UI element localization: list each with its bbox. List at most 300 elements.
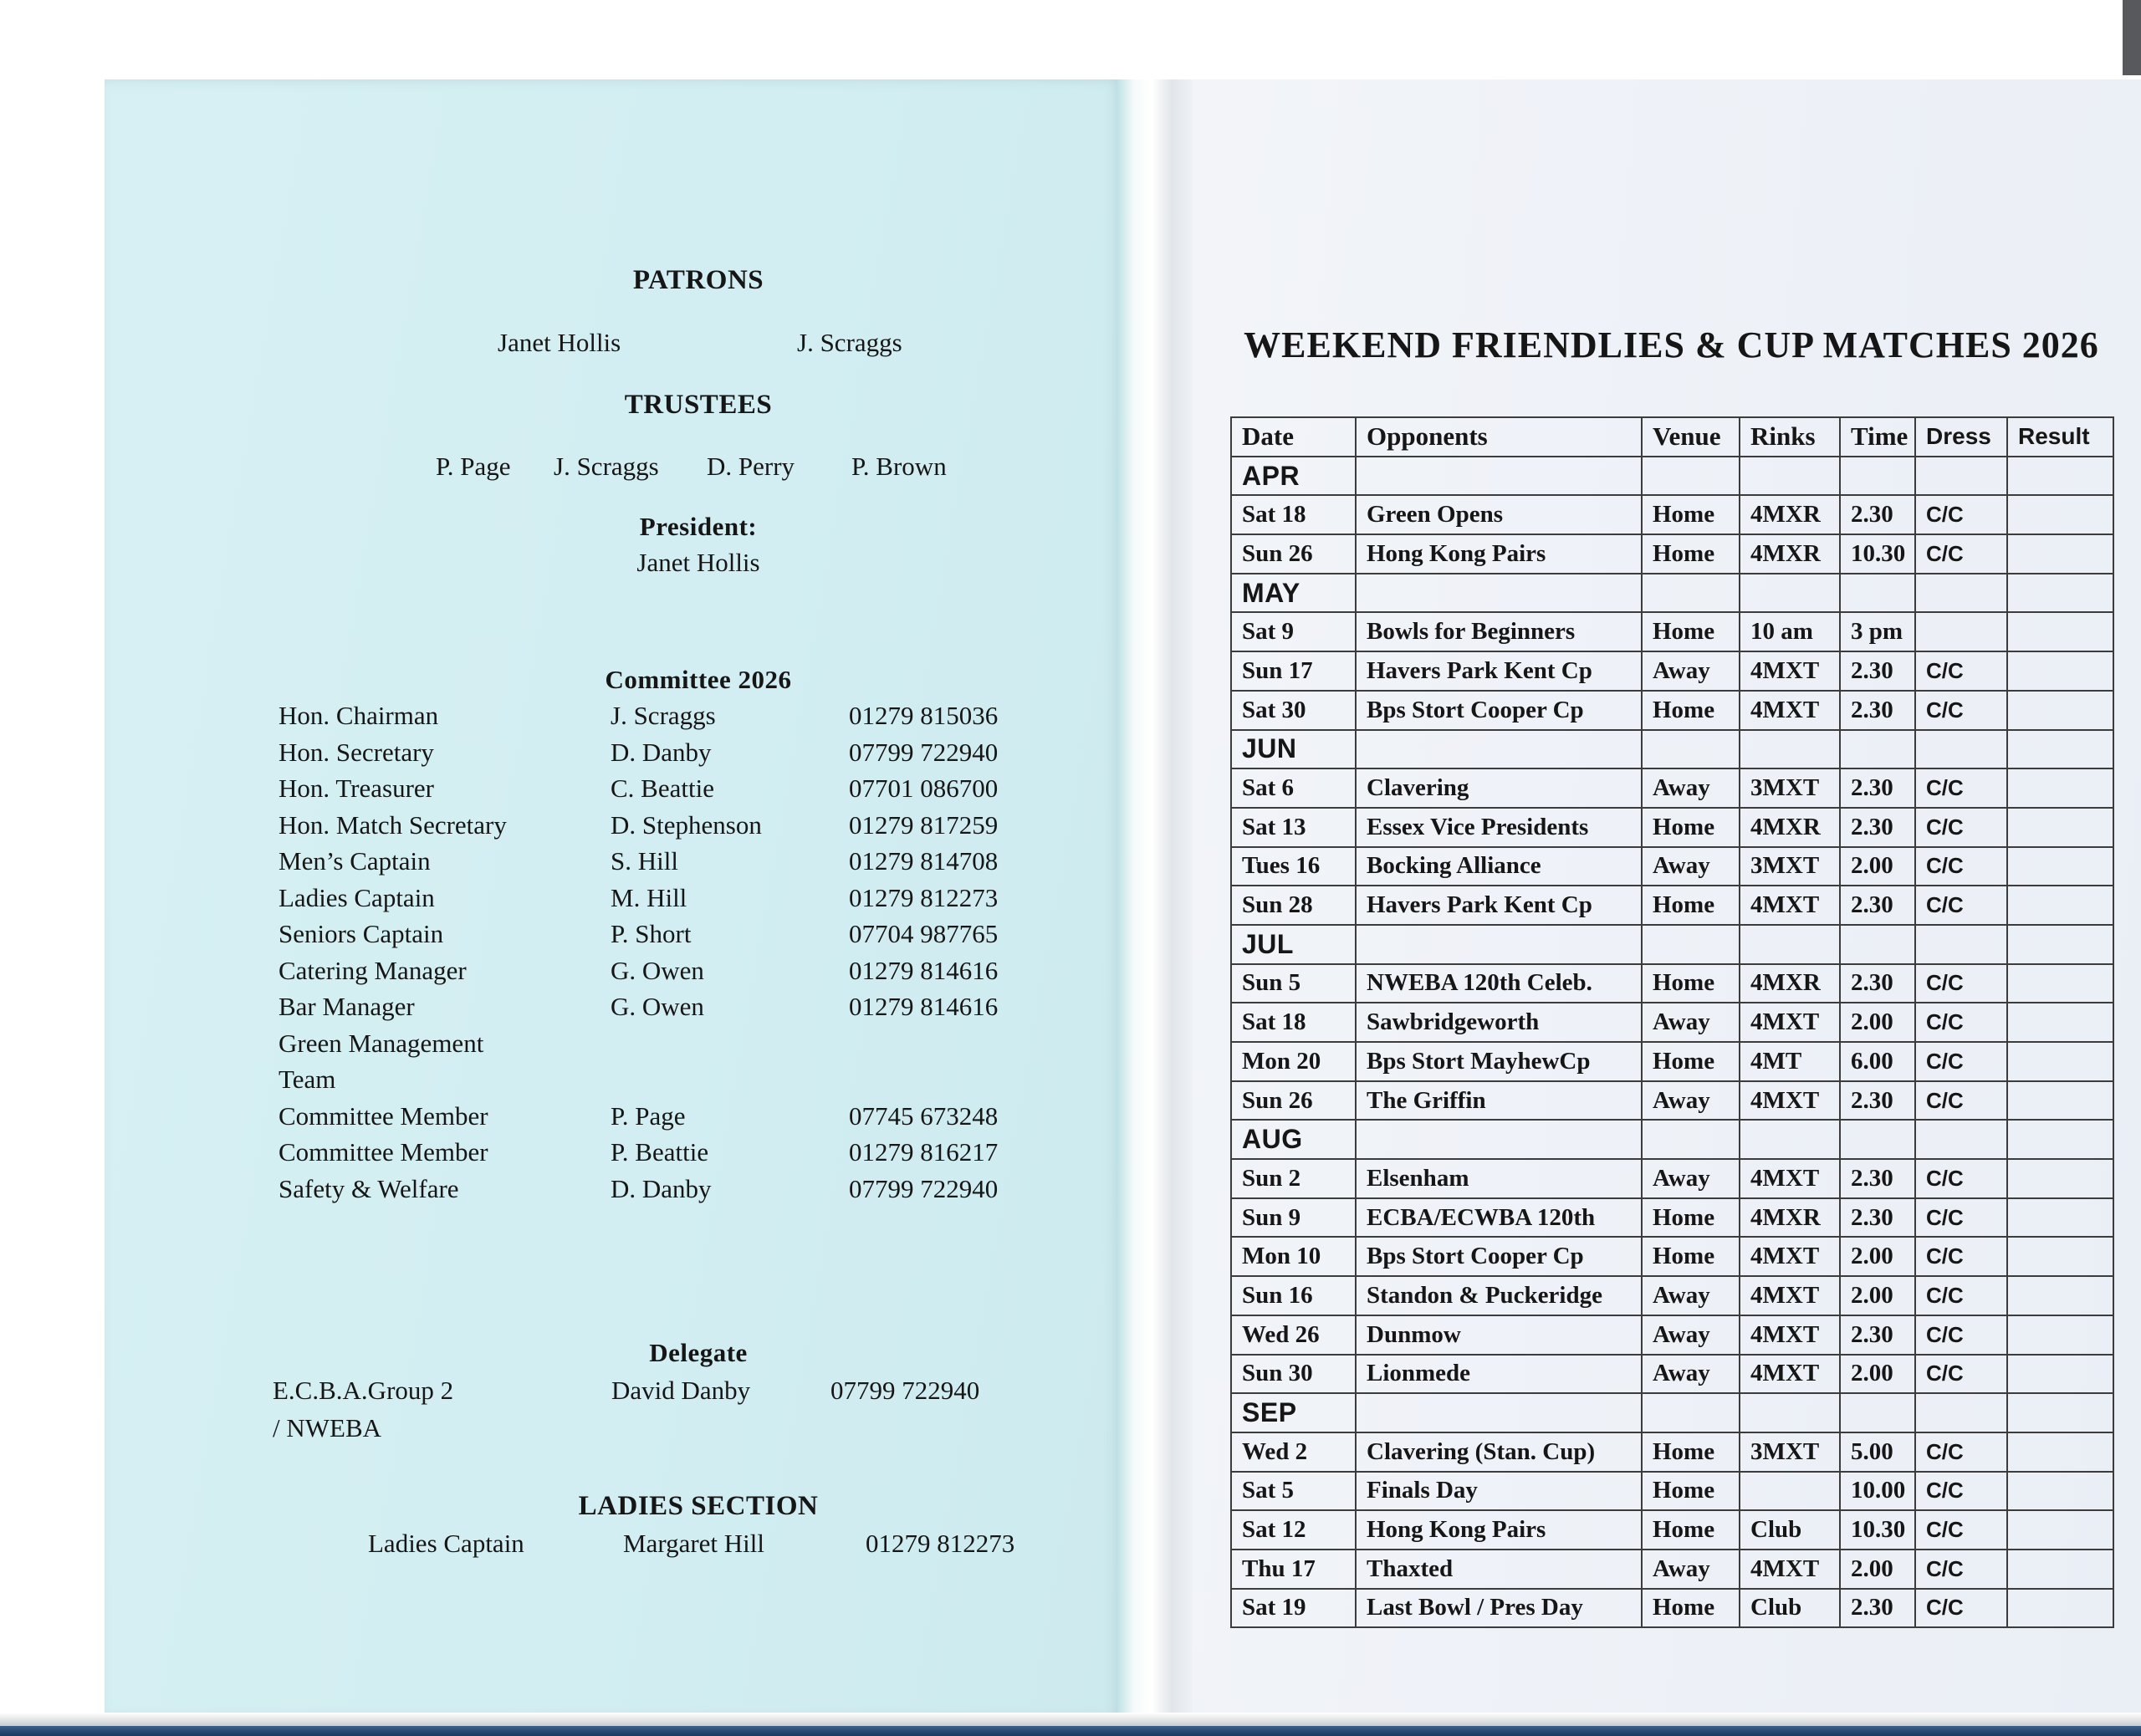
opponents-cell: Hong Kong Pairs — [1356, 1510, 1642, 1550]
column-header-opponents: Opponents — [1356, 417, 1642, 457]
match-row — [1231, 1042, 2113, 1081]
empty-cell — [1356, 457, 1642, 496]
match-row — [1231, 691, 2113, 730]
month-row — [1231, 457, 2113, 496]
rinks-cell — [1740, 1472, 1840, 1511]
time-cell: 3 pm — [1840, 612, 1915, 651]
rinks-cell: 4MXR — [1740, 534, 1840, 574]
time-cell: 2.00 — [1840, 1237, 1915, 1276]
rinks-cell: 10 am — [1740, 612, 1840, 651]
column-header-rinks: Rinks — [1740, 417, 1840, 457]
date-cell: Sat 12 — [1231, 1510, 1356, 1550]
dress-cell: C/C — [1915, 1550, 2007, 1589]
result-cell — [2007, 1472, 2113, 1511]
empty-cell — [1740, 574, 1840, 613]
empty-cell — [1356, 730, 1642, 769]
match-row — [1231, 1315, 2113, 1355]
matches-table — [1230, 416, 2114, 1628]
date-cell: Sat 18 — [1231, 495, 1356, 534]
date-cell: Wed 26 — [1231, 1315, 1356, 1355]
result-cell — [2007, 495, 2113, 534]
match-row — [1231, 1355, 2113, 1394]
delegate-name: David Danby — [611, 1376, 751, 1405]
match-row — [1231, 1510, 2113, 1550]
date-cell: Sat 9 — [1231, 612, 1356, 651]
empty-cell — [1642, 574, 1740, 613]
empty-cell — [1840, 1393, 1915, 1432]
venue-cell: Home — [1642, 808, 1740, 847]
month-row — [1231, 1393, 2113, 1432]
opponents-cell: Bowls for Beginners — [1356, 612, 1642, 651]
committee-phone: 07799 722940 — [849, 1173, 999, 1203]
date-cell: Sat 30 — [1231, 691, 1356, 730]
opponents-cell: Bps Stort Cooper Cp — [1356, 691, 1642, 730]
result-cell — [2007, 847, 2113, 886]
committee-name: P. Short — [611, 919, 692, 948]
committee-role: Hon. Secretary — [278, 737, 434, 767]
date-cell: Sun 16 — [1231, 1276, 1356, 1315]
opponents-cell: ECBA/ECWBA 120th — [1356, 1198, 1642, 1238]
result-cell — [2007, 1510, 2113, 1550]
month-row — [1231, 574, 2113, 613]
venue-cell: Home — [1642, 534, 1740, 574]
month-row — [1231, 925, 2113, 964]
opponents-cell: Clavering (Stan. Cup) — [1356, 1432, 1642, 1472]
committee-row — [278, 1065, 1081, 1101]
result-cell — [2007, 612, 2113, 651]
opponents-cell: Thaxted — [1356, 1550, 1642, 1589]
committee-role: Ladies Captain — [278, 882, 435, 912]
time-cell: 2.00 — [1840, 1550, 1915, 1589]
column-header-time: Time — [1840, 417, 1915, 457]
dress-cell: C/C — [1915, 1159, 2007, 1198]
committee-row — [278, 1101, 1081, 1138]
committee-row — [278, 701, 1081, 738]
venue-cell: Home — [1642, 886, 1740, 925]
venue-cell: Home — [1642, 1432, 1740, 1472]
month-label: MAY — [1231, 574, 1356, 613]
date-cell: Sun 30 — [1231, 1355, 1356, 1394]
dress-cell: C/C — [1915, 847, 2007, 886]
committee-role: Hon. Chairman — [278, 701, 439, 730]
result-cell — [2007, 768, 2113, 808]
venue-cell: Away — [1642, 1355, 1740, 1394]
time-cell: 2.30 — [1840, 808, 1915, 847]
rinks-cell: 3MXT — [1740, 1432, 1840, 1472]
page-title: WEEKEND FRIENDLIES & CUP MATCHES 2026 — [1244, 324, 2099, 365]
committee-name: M. Hill — [611, 882, 687, 912]
empty-cell — [1356, 1120, 1642, 1159]
empty-cell — [1840, 925, 1915, 964]
committee-role: Committee Member — [278, 1100, 488, 1131]
empty-cell — [1840, 574, 1915, 613]
patron-name: Janet Hollis — [498, 328, 621, 357]
time-cell: 5.00 — [1840, 1432, 1915, 1472]
committee-name: D. Stephenson — [611, 809, 762, 840]
result-cell — [2007, 1315, 2113, 1355]
match-row — [1231, 1276, 2113, 1315]
committee-role: Men’s Captain — [278, 846, 431, 876]
committee-list — [278, 701, 1081, 1210]
result-cell — [2007, 691, 2113, 730]
committee-row — [278, 774, 1081, 810]
month-label: JUN — [1231, 730, 1356, 769]
committee-phone: 01279 812273 — [849, 882, 999, 912]
committee-phone: 01279 817259 — [849, 809, 999, 840]
empty-cell — [1740, 925, 1840, 964]
result-cell — [2007, 1276, 2113, 1315]
committee-row — [278, 810, 1081, 847]
rinks-cell: 4MXR — [1740, 964, 1840, 1003]
month-row — [1231, 730, 2113, 769]
committee-phone: 01279 814616 — [849, 955, 999, 985]
empty-cell — [1840, 457, 1915, 496]
date-cell: Sat 18 — [1231, 1003, 1356, 1042]
match-row — [1231, 1003, 2113, 1042]
empty-cell — [1642, 457, 1740, 496]
month-label: JUL — [1231, 925, 1356, 964]
committee-name: D. Danby — [611, 737, 712, 767]
committee-role: Hon. Treasurer — [278, 774, 434, 803]
dress-cell: C/C — [1915, 651, 2007, 691]
empty-cell — [1915, 925, 2007, 964]
time-cell: 2.30 — [1840, 1315, 1915, 1355]
delegate-org-line2: / NWEBA — [273, 1413, 382, 1442]
date-cell: Mon 10 — [1231, 1237, 1356, 1276]
rinks-cell: 4MXT — [1740, 691, 1840, 730]
month-label: SEP — [1231, 1393, 1356, 1432]
time-cell: 2.30 — [1840, 886, 1915, 925]
time-cell: 2.30 — [1840, 1081, 1915, 1121]
committee-name: C. Beattie — [611, 774, 714, 803]
page-fold — [1117, 79, 1193, 1718]
committee-name: G. Owen — [611, 992, 704, 1021]
date-cell: Sun 5 — [1231, 964, 1356, 1003]
dress-cell: C/C — [1915, 1472, 2007, 1511]
venue-cell: Home — [1642, 612, 1740, 651]
dress-cell: C/C — [1915, 964, 2007, 1003]
opponents-cell: Last Bowl / Pres Day — [1356, 1589, 1642, 1628]
dress-cell: C/C — [1915, 1355, 2007, 1394]
opponents-cell: Standon & Puckeridge — [1356, 1276, 1642, 1315]
committee-role: Hon. Match Secretary — [278, 809, 507, 840]
committee-phone: 01279 814616 — [849, 992, 999, 1021]
opponents-cell: Sawbridgeworth — [1356, 1003, 1642, 1042]
committee-row — [278, 992, 1081, 1029]
venue-cell: Away — [1642, 768, 1740, 808]
rinks-cell: 4MXT — [1740, 1081, 1840, 1121]
venue-cell: Home — [1642, 1042, 1740, 1081]
committee-name: P. Page — [611, 1100, 686, 1131]
committee-role: Safety & Welfare — [278, 1173, 459, 1203]
date-cell: Mon 20 — [1231, 1042, 1356, 1081]
venue-cell: Home — [1642, 1510, 1740, 1550]
opponents-cell: Havers Park Kent Cp — [1356, 651, 1642, 691]
venue-cell: Away — [1642, 1003, 1740, 1042]
column-header-venue: Venue — [1642, 417, 1740, 457]
match-row — [1231, 1472, 2113, 1511]
committee-phone: 07704 987765 — [849, 919, 999, 948]
date-cell: Sun 2 — [1231, 1159, 1356, 1198]
table-header-row — [1231, 417, 2113, 457]
time-cell: 2.30 — [1840, 964, 1915, 1003]
opponents-cell: The Griffin — [1356, 1081, 1642, 1121]
dress-cell: C/C — [1915, 1432, 2007, 1472]
match-row — [1231, 612, 2113, 651]
president-name: Janet Hollis — [636, 548, 760, 577]
ladies-phone: 01279 812273 — [866, 1529, 1015, 1558]
match-row — [1231, 1237, 2113, 1276]
venue-cell: Away — [1642, 1550, 1740, 1589]
time-cell: 2.00 — [1840, 1276, 1915, 1315]
trustee-name: J. Scraggs — [554, 452, 659, 481]
page-bottom-shadow — [0, 1713, 2141, 1726]
opponents-cell: Dunmow — [1356, 1315, 1642, 1355]
dress-cell: C/C — [1915, 1237, 2007, 1276]
committee-name: P. Beattie — [611, 1137, 709, 1167]
empty-cell — [1915, 574, 2007, 613]
date-cell: Sun 17 — [1231, 651, 1356, 691]
rinks-cell: 4MXT — [1740, 1550, 1840, 1589]
result-cell — [2007, 1589, 2113, 1628]
time-cell: 2.30 — [1840, 768, 1915, 808]
dress-cell: C/C — [1915, 1315, 2007, 1355]
committee-name — [611, 1065, 849, 1101]
committee-phone: 07701 086700 — [849, 774, 999, 803]
result-cell — [2007, 1003, 2113, 1042]
dress-cell: C/C — [1915, 691, 2007, 730]
result-cell — [2007, 534, 2113, 574]
opponents-cell: Bps Stort MayhewCp — [1356, 1042, 1642, 1081]
empty-cell — [1740, 730, 1840, 769]
rinks-cell: 4MXR — [1740, 1198, 1840, 1238]
time-cell: 10.30 — [1840, 534, 1915, 574]
month-label: AUG — [1231, 1120, 1356, 1159]
patrons-title: PATRONS — [632, 265, 764, 295]
empty-cell — [2007, 1393, 2113, 1432]
empty-cell — [1840, 730, 1915, 769]
empty-cell — [2007, 457, 2113, 496]
match-row — [1231, 768, 2113, 808]
committee-role: Green Management — [278, 1028, 484, 1058]
result-cell — [2007, 1081, 2113, 1121]
date-cell: Sun 26 — [1231, 1081, 1356, 1121]
date-cell: Sun 28 — [1231, 886, 1356, 925]
match-row — [1231, 1159, 2113, 1198]
committee-title: Committee 2026 — [605, 665, 792, 694]
result-cell — [2007, 1355, 2113, 1394]
committee-row — [278, 919, 1081, 956]
rinks-cell: 4MXT — [1740, 1003, 1840, 1042]
venue-cell: Home — [1642, 1198, 1740, 1238]
committee-name: J. Scraggs — [611, 701, 716, 730]
committee-phone: 07745 673248 — [849, 1100, 999, 1131]
time-cell: 2.30 — [1840, 651, 1915, 691]
rinks-cell: 4MXT — [1740, 1355, 1840, 1394]
rinks-cell: 4MXT — [1740, 651, 1840, 691]
rinks-cell: 4MXT — [1740, 1315, 1840, 1355]
date-cell: Sun 9 — [1231, 1198, 1356, 1238]
time-cell: 2.30 — [1840, 495, 1915, 534]
column-header-result: Result — [2007, 417, 2113, 457]
committee-name: G. Owen — [611, 955, 704, 985]
date-cell: Sat 19 — [1231, 1589, 1356, 1628]
left-page — [105, 79, 1121, 1718]
venue-cell: Away — [1642, 1315, 1740, 1355]
rinks-cell: 4MXT — [1740, 1159, 1840, 1198]
rinks-cell: Club — [1740, 1510, 1840, 1550]
empty-cell — [1356, 1393, 1642, 1432]
match-row — [1231, 1198, 2113, 1238]
match-row — [1231, 1589, 2113, 1628]
committee-role: Team — [278, 1065, 336, 1094]
rinks-cell: 4MT — [1740, 1042, 1840, 1081]
venue-cell: Home — [1642, 964, 1740, 1003]
empty-cell — [1642, 1120, 1740, 1159]
dress-cell: C/C — [1915, 886, 2007, 925]
venue-cell: Away — [1642, 1276, 1740, 1315]
trustees-title: TRUSTEES — [624, 390, 773, 420]
dress-cell: C/C — [1915, 1198, 2007, 1238]
committee-phone — [849, 1065, 1081, 1101]
opponents-cell: Elsenham — [1356, 1159, 1642, 1198]
committee-row — [278, 846, 1081, 883]
committee-row — [278, 883, 1081, 920]
committee-row — [278, 1137, 1081, 1174]
venue-cell: Away — [1642, 651, 1740, 691]
empty-cell — [2007, 730, 2113, 769]
empty-cell — [1915, 1393, 2007, 1432]
empty-cell — [2007, 574, 2113, 613]
ladies-name: Margaret Hill — [623, 1529, 765, 1558]
dress-cell: C/C — [1915, 808, 2007, 847]
opponents-cell: Hong Kong Pairs — [1356, 534, 1642, 574]
dress-cell: C/C — [1915, 495, 2007, 534]
opponents-cell: Bocking Alliance — [1356, 847, 1642, 886]
venue-cell: Away — [1642, 1159, 1740, 1198]
date-cell: Tues 16 — [1231, 847, 1356, 886]
time-cell: 2.00 — [1840, 1003, 1915, 1042]
result-cell — [2007, 1198, 2113, 1238]
result-cell — [2007, 1432, 2113, 1472]
result-cell — [2007, 886, 2113, 925]
patron-name: J. Scraggs — [797, 328, 902, 357]
venue-cell: Away — [1642, 847, 1740, 886]
match-row — [1231, 495, 2113, 534]
time-cell: 2.00 — [1840, 847, 1915, 886]
committee-role: Bar Manager — [278, 992, 415, 1021]
committee-name — [611, 1029, 849, 1065]
dress-cell: C/C — [1915, 1510, 2007, 1550]
empty-cell — [1915, 1120, 2007, 1159]
result-cell — [2007, 808, 2113, 847]
venue-cell: Home — [1642, 495, 1740, 534]
trustee-name: P. Brown — [851, 452, 947, 481]
committee-role: Seniors Captain — [278, 919, 444, 948]
column-header-dress: Dress — [1915, 417, 2007, 457]
dress-cell: C/C — [1915, 1276, 2007, 1315]
venue-cell: Home — [1642, 691, 1740, 730]
committee-row — [278, 956, 1081, 993]
match-row — [1231, 651, 2113, 691]
empty-cell — [1642, 1393, 1740, 1432]
committee-phone — [849, 1029, 1081, 1065]
result-cell — [2007, 1159, 2113, 1198]
rinks-cell: 3MXT — [1740, 847, 1840, 886]
rinks-cell: 3MXT — [1740, 768, 1840, 808]
venue-cell: Home — [1642, 1472, 1740, 1511]
empty-cell — [1740, 457, 1840, 496]
empty-cell — [1740, 1393, 1840, 1432]
match-row — [1231, 1550, 2113, 1589]
date-cell: Wed 2 — [1231, 1432, 1356, 1472]
rinks-cell: 4MXT — [1740, 1237, 1840, 1276]
delegate-title: Delegate — [649, 1338, 748, 1367]
result-cell — [2007, 1237, 2113, 1276]
opponents-cell: Clavering — [1356, 768, 1642, 808]
match-row — [1231, 964, 2113, 1003]
ladies-role: Ladies Captain — [368, 1529, 524, 1558]
venue-cell: Home — [1642, 1589, 1740, 1628]
time-cell: 2.30 — [1840, 1159, 1915, 1198]
opponents-cell: Lionmede — [1356, 1355, 1642, 1394]
dress-cell: C/C — [1915, 1042, 2007, 1081]
committee-row — [278, 1174, 1081, 1211]
empty-cell — [1840, 1120, 1915, 1159]
time-cell: 2.30 — [1840, 1198, 1915, 1238]
venue-cell: Home — [1642, 1237, 1740, 1276]
delegate-phone: 07799 722940 — [830, 1376, 980, 1405]
scan-corner-artifact — [2123, 0, 2141, 75]
month-row — [1231, 1120, 2113, 1159]
ladies-section-title: LADIES SECTION — [578, 1491, 819, 1521]
match-row — [1231, 534, 2113, 574]
venue-cell: Away — [1642, 1081, 1740, 1121]
dress-cell: C/C — [1915, 1589, 2007, 1628]
rinks-cell: 4MXT — [1740, 886, 1840, 925]
opponents-cell: Finals Day — [1356, 1472, 1642, 1511]
committee-role: Committee Member — [278, 1137, 488, 1167]
match-row — [1231, 886, 2113, 925]
result-cell — [2007, 651, 2113, 691]
match-row — [1231, 847, 2113, 886]
time-cell: 2.00 — [1840, 1355, 1915, 1394]
time-cell: 2.30 — [1840, 1589, 1915, 1628]
empty-cell — [1915, 730, 2007, 769]
delegate-org: E.C.B.A.Group 2 — [273, 1376, 454, 1405]
committee-name: D. Danby — [611, 1173, 712, 1203]
committee-phone: 01279 815036 — [849, 701, 999, 730]
time-cell: 10.00 — [1840, 1472, 1915, 1511]
empty-cell — [2007, 925, 2113, 964]
scan-bottom-edge — [0, 1726, 2141, 1736]
opponents-cell: NWEBA 120th Celeb. — [1356, 964, 1642, 1003]
committee-role: Catering Manager — [278, 955, 467, 985]
rinks-cell: 4MXT — [1740, 1276, 1840, 1315]
empty-cell — [1356, 574, 1642, 613]
opponents-cell: Havers Park Kent Cp — [1356, 886, 1642, 925]
committee-phone: 07799 722940 — [849, 737, 999, 767]
dress-cell — [1915, 612, 2007, 651]
date-cell: Sun 26 — [1231, 534, 1356, 574]
dress-cell: C/C — [1915, 1081, 2007, 1121]
opponents-cell: Bps Stort Cooper Cp — [1356, 1237, 1642, 1276]
matches-tbody — [1231, 457, 2113, 1628]
dress-cell: C/C — [1915, 534, 2007, 574]
committee-phone: 01279 814708 — [849, 846, 999, 876]
date-cell: Sat 5 — [1231, 1472, 1356, 1511]
column-header-date: Date — [1231, 417, 1356, 457]
